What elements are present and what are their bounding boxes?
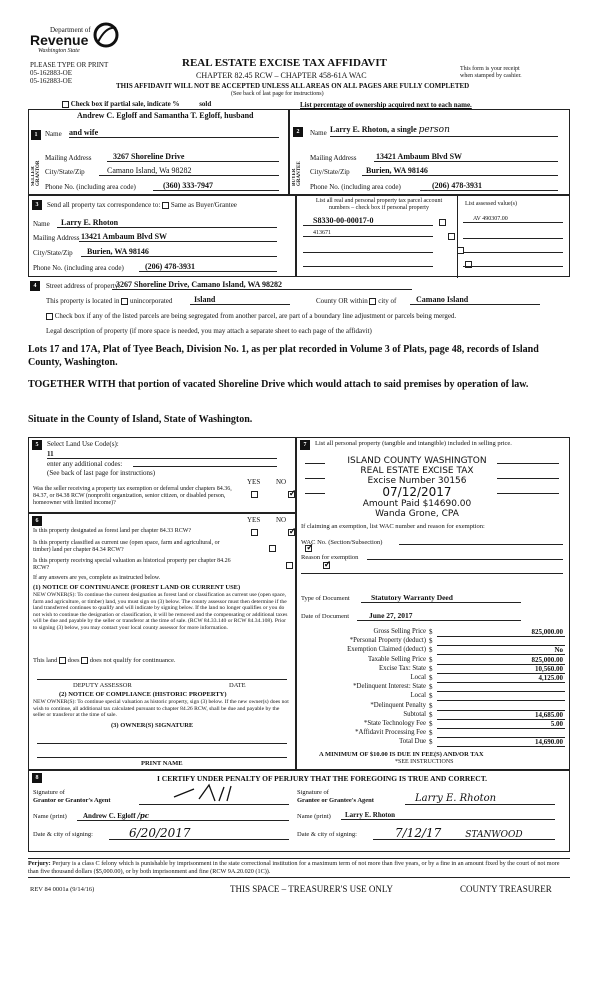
calc-row-value[interactable]: 5.00 bbox=[550, 720, 563, 728]
stamp-date: 07/12/2017 bbox=[382, 485, 452, 499]
tax-calculation bbox=[297, 628, 571, 748]
certify-statement: I CERTIFY UNDER PENALTY OF PERJURY THAT THE FOREGOING IS TRUE AND CORRECT. bbox=[157, 774, 488, 783]
ownership-note: List percentage of ownership acquired next to each name. bbox=[300, 101, 472, 109]
grantee-date-field[interactable] bbox=[373, 826, 555, 840]
see-instructions-note: *SEE INSTRUCTIONS bbox=[395, 759, 454, 765]
tax-corr-label bbox=[47, 201, 237, 209]
grantee-sig-label bbox=[297, 789, 374, 805]
additional-codes-field[interactable] bbox=[133, 459, 277, 467]
form-chapters: CHAPTER 82.45 RCW – CHAPTER 458-61A WAC bbox=[196, 71, 367, 80]
stamp-title: REAL ESTATE EXCISE TAX bbox=[360, 466, 474, 476]
unincorporated-checkbox[interactable] bbox=[121, 298, 128, 305]
county-treasurer-label: COUNTY TREASURER bbox=[460, 884, 552, 894]
calc-row-currency: $ bbox=[429, 646, 433, 655]
calc-row bbox=[297, 738, 571, 748]
buyer-name-field[interactable] bbox=[330, 125, 558, 137]
notice-continuance-body: NEW OWNER(S): To continue the current designation as forest land or classification as current use (open space, farm and agriculture, or timber) land, you must sign on (3) below. The county assessor must then determine if the land transferred continues to qualify and will indicate by signing below. If the land no longer qualifies or you do not wish to continue the designation or classification, it will be removed and the compensating or additional taxes will be due and payable by the seller or transferor at the time of sale. (RCW 84.33.140 or RCW 84.34.108). Prior to signing (3) below, you may contact your local county assessor for more information. bbox=[33, 592, 288, 631]
deputy-date-label: DATE bbox=[229, 682, 246, 689]
ref-number-2: 05-162883-OE bbox=[30, 77, 72, 85]
s6-yes-label: YES bbox=[247, 516, 261, 524]
buyer-mailing-label: Mailing Address bbox=[310, 154, 357, 162]
doc-date-field[interactable]: June 27, 2017 bbox=[357, 611, 521, 621]
section-6-badge: 6 bbox=[32, 516, 42, 526]
grantor-name-label: Name (print) bbox=[33, 813, 67, 820]
revenue-wordmark: Revenue bbox=[30, 32, 89, 48]
dor-logo bbox=[30, 22, 140, 64]
calc-row-label: *Delinquent Penalty bbox=[370, 701, 426, 709]
section-7-box bbox=[296, 437, 570, 770]
section-8-box bbox=[28, 770, 570, 852]
calc-row-currency: $ bbox=[429, 701, 433, 710]
county-row bbox=[316, 297, 396, 305]
s5-no-label: NO bbox=[276, 478, 287, 486]
seller-city-field[interactable]: Camano Island, Wa 98282 bbox=[99, 166, 279, 176]
does-qualify-checkbox[interactable] bbox=[59, 657, 66, 664]
section-1-badge: 1 bbox=[31, 130, 41, 140]
form-title: REAL ESTATE EXCISE TAX AFFIDAVIT bbox=[182, 57, 387, 69]
calc-row-label: *Affidavit Processing Fee bbox=[355, 729, 426, 737]
land-use-see-back: (See back of last page for instructions) bbox=[47, 469, 156, 477]
tax-city-label: City/State/Zip bbox=[33, 249, 73, 257]
street-label: Street address of property: bbox=[46, 282, 121, 290]
grantor-sig-label-2: Grantor or Grantor's Agent bbox=[33, 797, 111, 804]
seller-name-line1: Andrew C. Egloff and Samantha T. Egloff, husband bbox=[77, 111, 254, 120]
dept-of: Department of bbox=[50, 26, 91, 34]
segregated-checkbox[interactable] bbox=[46, 313, 53, 320]
city-field[interactable]: Camano Island bbox=[410, 295, 540, 305]
completion-warning: THIS AFFIDAVIT WILL NOT BE ACCEPTED UNLESS ALL AREAS ON ALL PAGES ARE FULLY COMPLETED bbox=[116, 82, 470, 90]
calc-row-value[interactable]: 825,000.00 bbox=[531, 655, 563, 664]
owner-signature-line[interactable] bbox=[37, 736, 287, 744]
calc-row-label: Gross Selling Price bbox=[373, 628, 426, 635]
calc-row-value[interactable]: No bbox=[554, 646, 563, 655]
grantor-name-field[interactable] bbox=[77, 811, 289, 821]
forest-no-checkbox[interactable] bbox=[288, 529, 295, 536]
notice-compliance-body: NEW OWNER(S): To continue special valuation as historic property, sign (3) below. If the new owner(s) does not wish to continue, all additional tax calculated pursuant to chapter 84.26 RCW, shall be due and payable by the seller or transferor at the time of sale. bbox=[33, 699, 289, 719]
assessed-4-field[interactable] bbox=[463, 258, 563, 267]
form-number: REV 84 0001a (9/14/16) bbox=[30, 886, 95, 893]
city-of-label: city of bbox=[378, 297, 397, 305]
grantee-name-field[interactable]: Larry E. Rhoton bbox=[341, 811, 555, 820]
stamp-county: ISLAND COUNTY WASHINGTON bbox=[347, 456, 487, 466]
grantee-date-label: Date & city of signing: bbox=[297, 831, 357, 838]
section-2-badge: 2 bbox=[293, 127, 303, 137]
pp-line-2b bbox=[497, 478, 559, 479]
reason-field-1[interactable] bbox=[367, 552, 563, 560]
additional-codes-label: enter any additional codes: bbox=[47, 460, 123, 468]
seller-name-label: Name bbox=[45, 130, 62, 138]
grantor-name-handwritten: /pc bbox=[137, 811, 150, 820]
calc-row-value[interactable]: 825,000.00 bbox=[531, 628, 563, 636]
assessed-3-field[interactable] bbox=[463, 244, 563, 253]
buyer-box bbox=[289, 109, 570, 195]
tax-correspondence-box bbox=[28, 195, 296, 277]
print-name-line[interactable] bbox=[37, 750, 287, 758]
calc-row-line bbox=[437, 692, 565, 701]
calc-row-currency: $ bbox=[429, 692, 433, 701]
receipt-note-1: This form is your receipt bbox=[460, 66, 520, 72]
buyer-mailing-field[interactable]: 13421 Ambaum Blvd SW bbox=[374, 152, 558, 162]
buyer-phone-label: Phone No. (including area code) bbox=[310, 183, 401, 191]
this-land-label: This land bbox=[33, 657, 58, 664]
calc-row-currency: $ bbox=[429, 664, 433, 673]
calc-row-label: Exemption Claimed (deduct) bbox=[347, 646, 426, 654]
parcel-3-field[interactable] bbox=[303, 244, 433, 253]
washington-state: Washington State bbox=[38, 48, 80, 54]
treasurer-stamp bbox=[327, 456, 507, 519]
exemption-yes-checkbox[interactable] bbox=[251, 491, 258, 498]
does-not-qualify-checkbox[interactable] bbox=[81, 657, 88, 664]
section-5-box bbox=[28, 437, 296, 513]
historical-yes-checkbox[interactable] bbox=[286, 562, 293, 569]
parcel-1-personal-checkbox[interactable] bbox=[439, 219, 446, 226]
tax-corr-text: Send all property tax correspondence to: bbox=[47, 201, 161, 209]
buyer-city-label: City/State/Zip bbox=[310, 168, 350, 176]
grantor-name-typed: Andrew C. Egloff bbox=[83, 812, 136, 820]
grantor-signature-field[interactable] bbox=[139, 795, 289, 805]
parcel-2-personal-checkbox[interactable] bbox=[448, 233, 455, 240]
calc-row-currency: $ bbox=[429, 729, 433, 738]
unincorporated-label: unincorporated bbox=[129, 297, 173, 305]
calc-row-value[interactable]: 4,125.00 bbox=[538, 674, 563, 682]
sold-label: sold bbox=[199, 100, 212, 108]
calc-row-currency: $ bbox=[429, 674, 433, 682]
legal-description-1: Lots 17 and 17A, Plat of Tyee Beach, Division No. 1, as per plat recorded in Volume 3 of Plats, page 48, records of Island County, Washington. bbox=[28, 344, 539, 368]
calc-row-line bbox=[437, 702, 565, 711]
wac-label: WAC No. (Section/Subsection) bbox=[301, 539, 383, 546]
assessed-1-field[interactable]: AV 490307.00 bbox=[463, 216, 563, 223]
grantee-sig-label-1: Signature of bbox=[297, 789, 329, 796]
wac-field[interactable] bbox=[399, 537, 563, 545]
seller-city-label: City/State/Zip bbox=[45, 168, 85, 176]
grantee-name-label: Name (print) bbox=[297, 813, 331, 820]
grantor-sig-label-1: Signature of bbox=[33, 789, 65, 796]
grantor-date-label: Date & city of signing: bbox=[33, 831, 93, 838]
buyer-side-label: BUYER GRANTEE bbox=[292, 161, 302, 186]
section-4-badge: 4 bbox=[30, 281, 40, 291]
assessed-2-field[interactable] bbox=[463, 230, 563, 239]
ref-number-1: 05-162883-OE bbox=[30, 69, 72, 77]
grantee-date-value: 7/12/17 bbox=[395, 826, 442, 840]
see-back-instructions: (See back of last page for instructions) bbox=[231, 91, 324, 97]
dor-logo-icon bbox=[92, 22, 120, 48]
calc-row-label: Total Due bbox=[399, 738, 426, 746]
minimum-due-note: A MINIMUM OF $10.00 IS DUE IN FEE(S) AND/OR TAX bbox=[319, 751, 484, 758]
pp-line-3a bbox=[305, 493, 325, 494]
pp-line-1a bbox=[305, 463, 325, 464]
does-label: does bbox=[67, 657, 80, 664]
exemption-no-checkbox[interactable] bbox=[288, 491, 295, 498]
s6-no-label: NO bbox=[276, 516, 287, 524]
current-use-yes-checkbox[interactable] bbox=[269, 545, 276, 552]
section-3-badge: 3 bbox=[32, 200, 42, 210]
grantor-date-field[interactable]: 6/20/2017 bbox=[109, 826, 289, 840]
section-5-badge: 5 bbox=[32, 440, 42, 450]
personal-property-label: List all personal property (tangible and intangible) included in selling price. bbox=[315, 440, 512, 447]
not-qualify-label: does not qualify for continuance. bbox=[89, 657, 176, 664]
tax-mailing-field[interactable]: 13421 Ambaum Blvd SW bbox=[79, 232, 277, 242]
segregated-row bbox=[46, 312, 456, 320]
notice-compliance-title: (2) NOTICE OF COMPLIANCE (HISTORIC PROPERTY) bbox=[59, 691, 227, 698]
partial-sale-label: Check box if partial sale, indicate % bbox=[70, 100, 180, 108]
historical-question: Is this property receiving special valuation as historical property per chapter 84.26 RCW? bbox=[33, 558, 231, 571]
parcel-header-1: List all real and personal property tax parcel account bbox=[315, 198, 443, 204]
calc-row-currency: $ bbox=[429, 655, 433, 664]
city-of-checkbox[interactable] bbox=[369, 298, 376, 305]
tax-mailing-label: Mailing Address bbox=[33, 234, 80, 242]
parcel-divider bbox=[457, 196, 458, 278]
legal-desc-label: Legal description of property (if more space is needed, you may attach a separate sheet to each page of the affidavit) bbox=[46, 327, 372, 335]
parcel-box bbox=[296, 195, 570, 277]
calc-row-currency: $ bbox=[429, 738, 433, 747]
s5-yes-label: YES bbox=[247, 478, 261, 486]
buyer-phone-field[interactable]: (206) 478-3931 bbox=[420, 181, 558, 191]
parcel-header bbox=[301, 198, 457, 212]
seller-mailing-field[interactable]: 3267 Shoreline Drive bbox=[107, 152, 279, 162]
receipt-note-2: when stamped by cashier. bbox=[460, 73, 522, 79]
calc-row-label: Local bbox=[410, 674, 426, 681]
grantor-sig-label bbox=[33, 789, 111, 805]
calc-row-currency: $ bbox=[429, 683, 433, 692]
parcel-2-field[interactable]: 413671 bbox=[303, 230, 433, 237]
buyer-city-field[interactable]: Burien, WA 98146 bbox=[362, 166, 558, 176]
grantee-signature-field[interactable]: Larry E. Rhoton bbox=[405, 793, 555, 805]
calc-row-currency: $ bbox=[429, 637, 433, 646]
grantee-sig-label-2: Grantee or Grantee's Agent bbox=[297, 797, 374, 804]
treasurer-use-only: THIS SPACE – TREASURER'S USE ONLY bbox=[230, 884, 394, 894]
pp-line-3b bbox=[497, 493, 559, 494]
any-yes-note: If any answers are yes, complete as instructed below. bbox=[33, 575, 161, 581]
forest-yes-checkbox[interactable] bbox=[251, 529, 258, 536]
calc-row-currency: $ bbox=[429, 628, 433, 636]
perjury-box bbox=[28, 858, 570, 878]
perjury-text: Perjury is a class C felony which is punishable by imprisonment in the state correctional institution for a maximum term of not more than five years, or by a fine in an amount fixed by the court of not more than five thousand dollars ($5,000.00), or by both imprisonment and fine (RCW 9A.20.020 (1C)). bbox=[28, 860, 560, 875]
doc-type-field[interactable]: Statutory Warranty Deed bbox=[361, 593, 521, 603]
located-row bbox=[46, 297, 172, 305]
reason-field-2[interactable] bbox=[301, 566, 563, 574]
calc-row-line bbox=[437, 729, 565, 738]
parcel-4-field[interactable] bbox=[303, 258, 433, 267]
calc-row-label: *State Technology Fee bbox=[363, 720, 426, 727]
calc-row-label: *Personal Property (deduct) bbox=[349, 637, 426, 645]
tax-phone-label: Phone No. (including area code) bbox=[33, 264, 124, 272]
notice-continuance-title: (1) NOTICE OF CONTINUANCE (FOREST LAND OR CURRENT USE) bbox=[33, 584, 241, 591]
partial-sale-row bbox=[62, 100, 211, 108]
stamp-excise-number: Excise Number 30156 bbox=[367, 476, 467, 486]
legal-description-2: TOGETHER WITH that portion of vacated Shoreline Drive which would attach to said premises by operation of law. bbox=[28, 379, 529, 390]
grantee-city-value: STANWOOD bbox=[465, 830, 523, 840]
doc-date-label: Date of Document bbox=[301, 613, 350, 620]
section-8-badge: 8 bbox=[32, 773, 42, 783]
section-6-box bbox=[28, 513, 296, 770]
seller-name-field[interactable]: and wife bbox=[69, 128, 279, 138]
land-use-label: Select Land Use Code(s): bbox=[47, 440, 119, 448]
calc-row-line bbox=[437, 637, 565, 646]
this-land-row bbox=[33, 657, 176, 664]
current-use-question: Is this property classified as current use (open space, farm and agricultural, or timber) land per chapter 84.34 RCW? bbox=[33, 540, 220, 553]
segregated-label: Check box if any of the listed parcels are being segregated from another parcel, are part of a boundary line adjustment or parcels being merged. bbox=[54, 312, 457, 320]
partial-sale-checkbox[interactable] bbox=[62, 101, 69, 108]
seller-box bbox=[28, 109, 289, 195]
located-label: This property is located in bbox=[46, 297, 120, 305]
county-field[interactable]: Island bbox=[190, 295, 290, 305]
section-7-badge: 7 bbox=[300, 440, 310, 450]
land-use-field[interactable]: 11 bbox=[47, 450, 277, 459]
calc-row-value[interactable]: 14,685.00 bbox=[535, 710, 563, 719]
seller-phone-label: Phone No. (including area code) bbox=[45, 183, 136, 191]
calc-row-label: Local bbox=[410, 692, 426, 700]
tax-name-field[interactable]: Larry E. Rhoton bbox=[57, 218, 277, 228]
perjury-label: Perjury: bbox=[28, 860, 51, 867]
calc-row-line bbox=[437, 683, 565, 692]
please-type: PLEASE TYPE OR PRINT bbox=[30, 61, 109, 69]
forest-question: Is this property designated as forest land per chapter 84.33 RCW? bbox=[33, 528, 192, 534]
exemption-question: Was the seller receiving a property tax exemption or deferral under chapters 84.36, 84.37, or 84.38 RCW (nonprofit organization, senior citizen, or disabled person, homeowner with limited income)? bbox=[33, 486, 232, 506]
buyer-name-handwritten: person bbox=[418, 125, 450, 135]
buyer-name-label: Name bbox=[310, 129, 327, 137]
print-name-label: PRINT NAME bbox=[141, 760, 183, 767]
seller-mailing-label: Mailing Address bbox=[45, 154, 92, 162]
calc-row-label: Subtotal bbox=[403, 710, 426, 718]
legal-description-3: Situate in the County of Island, State of Washington. bbox=[28, 414, 253, 425]
reason-label: Reason for exemption bbox=[301, 554, 359, 561]
assessed-header: List assessed value(s) bbox=[465, 201, 517, 207]
tax-phone-field[interactable]: (206) 478-3931 bbox=[139, 262, 277, 272]
exemption-claim-label: If claiming an exemption, list WAC number and reason for exemption: bbox=[301, 523, 485, 530]
tax-name-label: Name bbox=[33, 220, 50, 228]
stamp-amount: Amount Paid $14690.00 bbox=[362, 499, 472, 509]
calc-row-label: *Delinquent Interest: State bbox=[353, 683, 426, 691]
deputy-assessor-label: DEPUTY ASSESSOR bbox=[73, 682, 132, 689]
stamp-signer: Wanda Grone, CPA bbox=[375, 509, 459, 519]
tax-city-field[interactable]: Burien, WA 98146 bbox=[81, 247, 277, 257]
same-as-buyer-label: Same as Buyer/Grantee bbox=[170, 201, 237, 209]
calc-row-currency: $ bbox=[429, 720, 433, 728]
pp-line-1b bbox=[497, 463, 559, 464]
seller-phone-field[interactable]: (360) 333-7947 bbox=[153, 181, 279, 191]
calc-row-label: Excise Tax: State bbox=[379, 664, 426, 672]
calc-row-value[interactable]: 14,690.00 bbox=[535, 738, 563, 747]
doc-type-label: Type of Document bbox=[301, 595, 350, 602]
buyer-name-typed: Larry E. Rhoton, a single bbox=[330, 125, 417, 134]
parcel-1-field[interactable]: S8330-00-00017-0 bbox=[303, 216, 433, 226]
same-as-buyer-checkbox[interactable] bbox=[162, 202, 169, 209]
parcel-header-2: numbers – check box if personal property bbox=[329, 205, 429, 211]
street-field[interactable]: 3267 Shoreline Drive, Camano Island, WA 98282 bbox=[112, 280, 412, 290]
owner-signature-label: (3) OWNER(S) SIGNATURE bbox=[111, 722, 194, 729]
pp-line-2a bbox=[305, 478, 325, 479]
calc-row-value[interactable]: 10,560.00 bbox=[535, 664, 563, 673]
county-label: County OR within bbox=[316, 297, 368, 305]
calc-row-currency: $ bbox=[429, 710, 433, 719]
deputy-signature-line[interactable] bbox=[37, 672, 287, 680]
calc-row-label: Taxable Selling Price bbox=[367, 655, 426, 663]
seller-side-label: SELLER GRANTOR bbox=[31, 160, 41, 186]
